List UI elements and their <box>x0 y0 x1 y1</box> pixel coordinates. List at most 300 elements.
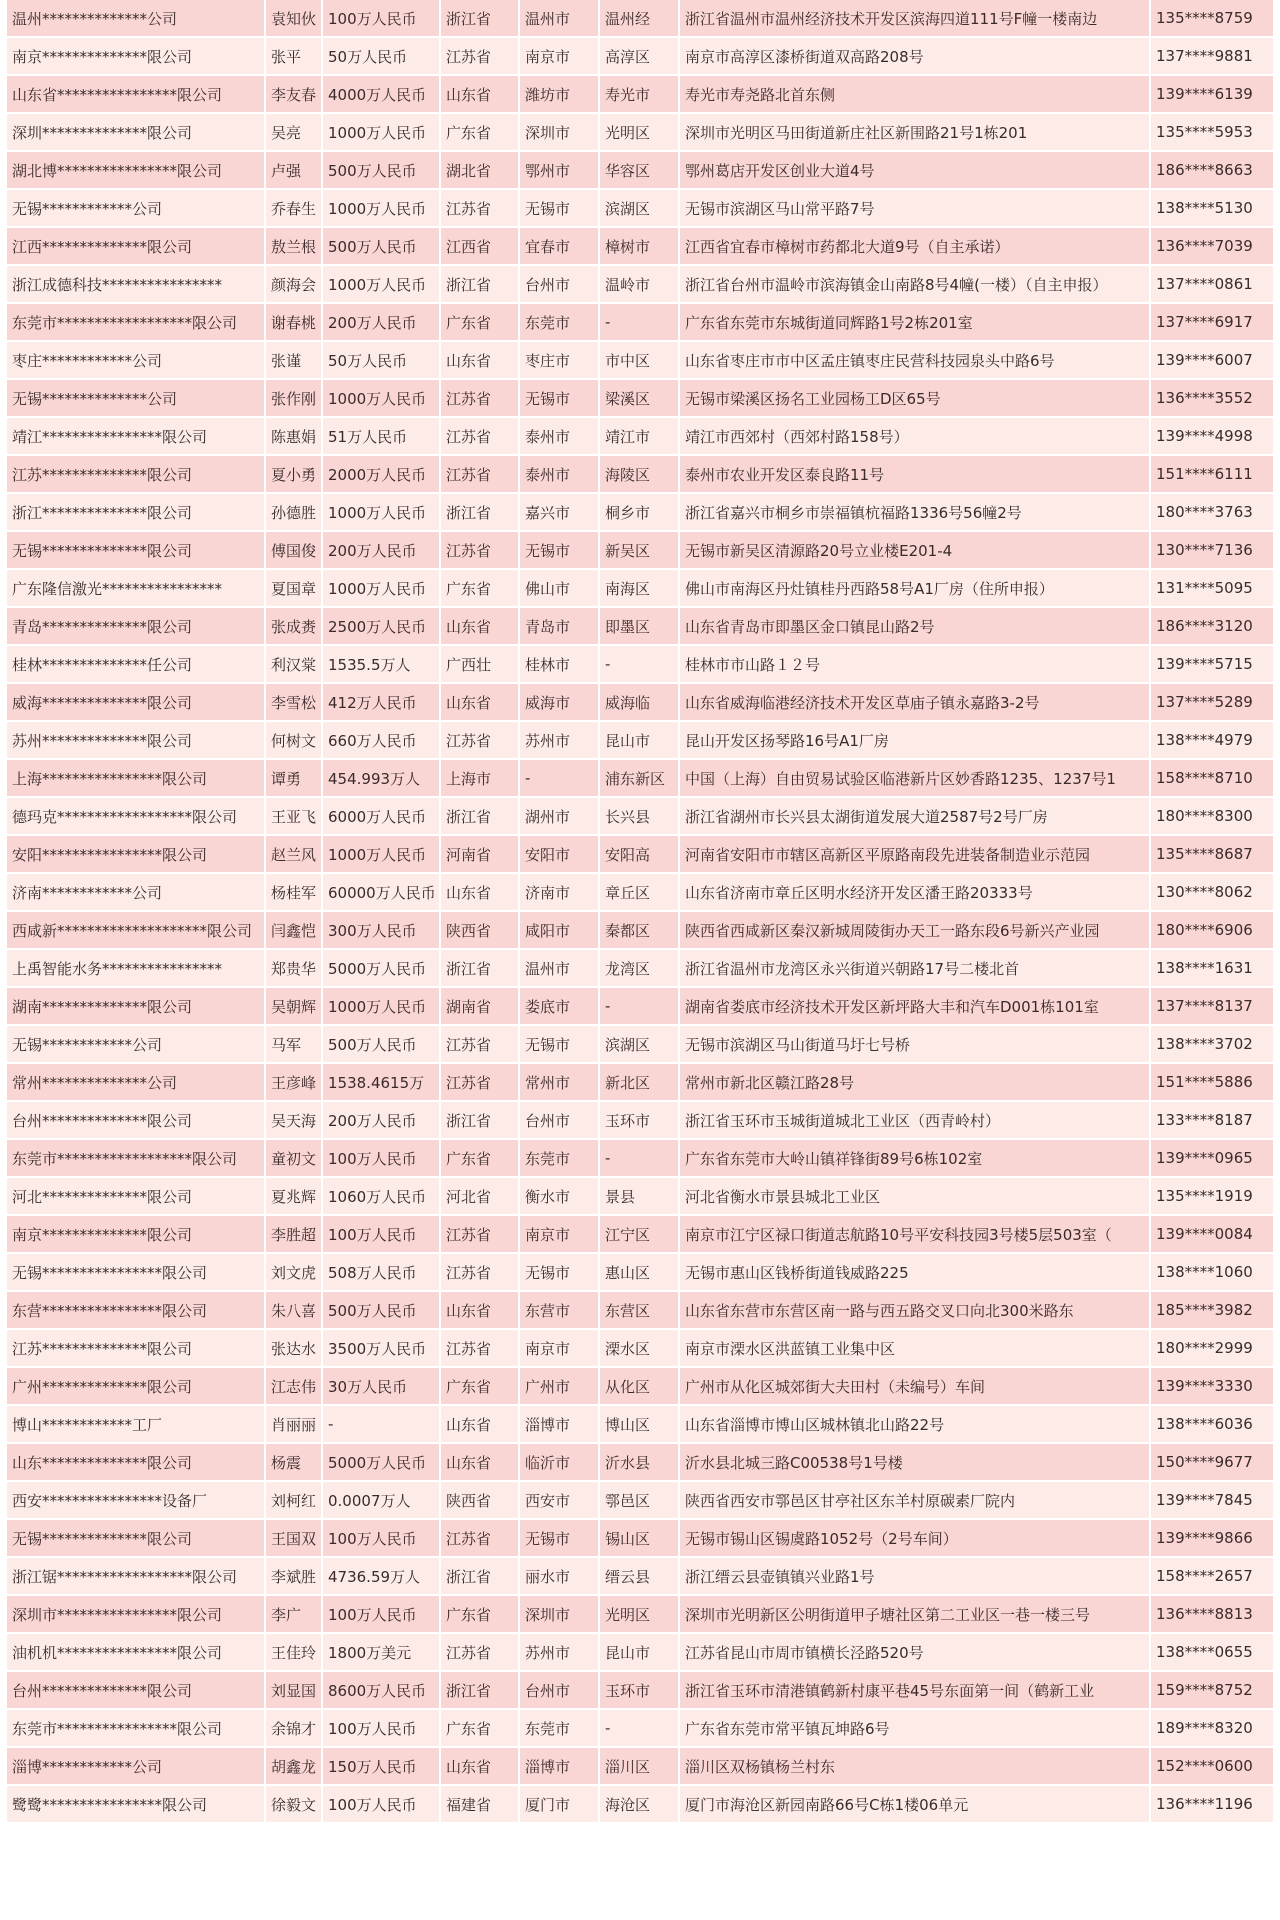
province-cell: 山东省 <box>441 1444 518 1482</box>
city-cell: 淄博市 <box>520 1748 598 1786</box>
phone-cell: 139****3330 <box>1151 1368 1273 1406</box>
address-cell: 浙江省台州市温岭市滨海镇金山南路8号4幢(一楼）（自主申报） <box>680 266 1149 304</box>
province-cell: 上海市 <box>441 760 518 798</box>
registered-capital-cell: 1000万人民币 <box>323 494 439 532</box>
company-name-cell: 江西**************限公司 <box>7 228 264 266</box>
contact-name-cell: 朱八喜 <box>266 1292 321 1330</box>
address-cell: 江西省宜春市樟树市药都北大道9号（自主承诺） <box>680 228 1149 266</box>
table-row <box>7 152 1273 190</box>
address-cell: 无锡市滨湖区马山街道马圩七号桥 <box>680 1026 1149 1064</box>
province-cell: 山东省 <box>441 76 518 114</box>
address-cell: 寿光市寿尧路北首东侧 <box>680 76 1149 114</box>
city-cell: 南京市 <box>520 1330 598 1368</box>
phone-cell: 137****0861 <box>1151 266 1273 304</box>
address-cell: 山东省淄博市博山区城林镇北山路22号 <box>680 1406 1149 1444</box>
contact-name-cell: 刘文虎 <box>266 1254 321 1292</box>
registered-capital-cell: 2000万人民币 <box>323 456 439 494</box>
phone-cell: 138****0655 <box>1151 1634 1273 1672</box>
contact-name-cell: 童初文 <box>266 1140 321 1178</box>
district-cell: 鄠邑区 <box>600 1482 678 1520</box>
registered-capital-cell: 1538.4615万 <box>323 1064 439 1102</box>
address-cell: 佛山市南海区丹灶镇桂丹西路58号A1厂房（住所申报） <box>680 570 1149 608</box>
company-name-cell: 西咸新********************限公司 <box>7 912 264 950</box>
company-name-cell: 上禹智能水务**************** <box>7 950 264 988</box>
table-row <box>7 1748 1273 1786</box>
district-cell: 滨湖区 <box>600 1026 678 1064</box>
registered-capital-cell: 1800万美元 <box>323 1634 439 1672</box>
contact-name-cell: 王亚飞 <box>266 798 321 836</box>
district-cell: 龙湾区 <box>600 950 678 988</box>
district-cell: 沂水县 <box>600 1444 678 1482</box>
city-cell: 潍坊市 <box>520 76 598 114</box>
address-cell: 淄川区双杨镇杨兰村东 <box>680 1748 1149 1786</box>
district-cell: 南海区 <box>600 570 678 608</box>
registered-capital-cell: 50万人民币 <box>323 342 439 380</box>
district-cell: 市中区 <box>600 342 678 380</box>
company-name-cell: 江苏**************限公司 <box>7 456 264 494</box>
address-cell: 厦门市海沧区新园南路66号C栋1楼06单元 <box>680 1786 1149 1824</box>
district-cell: 安阳高 <box>600 836 678 874</box>
district-cell: - <box>600 1710 678 1748</box>
city-cell: 厦门市 <box>520 1786 598 1824</box>
company-name-cell: 苏州**************限公司 <box>7 722 264 760</box>
province-cell: 广东省 <box>441 1596 518 1634</box>
registered-capital-cell: 1000万人民币 <box>323 380 439 418</box>
table-row <box>7 266 1273 304</box>
phone-cell: 138****5130 <box>1151 190 1273 228</box>
company-name-cell: 常州**************公司 <box>7 1064 264 1102</box>
registered-capital-cell: 508万人民币 <box>323 1254 439 1292</box>
registered-capital-cell: 2500万人民币 <box>323 608 439 646</box>
address-cell: 鄂州葛店开发区创业大道4号 <box>680 152 1149 190</box>
company-name-cell: 青岛**************限公司 <box>7 608 264 646</box>
registered-capital-cell: 1000万人民币 <box>323 570 439 608</box>
phone-cell: 138****6036 <box>1151 1406 1273 1444</box>
address-cell: 无锡市滨湖区马山常平路7号 <box>680 190 1149 228</box>
district-cell: 威海临 <box>600 684 678 722</box>
province-cell: 浙江省 <box>441 0 518 38</box>
company-name-cell: 桂林**************任公司 <box>7 646 264 684</box>
province-cell: 江苏省 <box>441 380 518 418</box>
province-cell: 江苏省 <box>441 1254 518 1292</box>
table-row <box>7 1368 1273 1406</box>
city-cell: 嘉兴市 <box>520 494 598 532</box>
table-row <box>7 380 1273 418</box>
province-cell: 江苏省 <box>441 1026 518 1064</box>
company-name-cell: 安阳****************限公司 <box>7 836 264 874</box>
registered-capital-cell: 50万人民币 <box>323 38 439 76</box>
city-cell: 安阳市 <box>520 836 598 874</box>
phone-cell: 158****2657 <box>1151 1558 1273 1596</box>
company-name-cell: 深圳市****************限公司 <box>7 1596 264 1634</box>
phone-cell: 138****1631 <box>1151 950 1273 988</box>
table-row <box>7 836 1273 874</box>
registered-capital-cell: 660万人民币 <box>323 722 439 760</box>
registered-capital-cell: 1000万人民币 <box>323 190 439 228</box>
company-name-cell: 湖南**************限公司 <box>7 988 264 1026</box>
province-cell: 河南省 <box>441 836 518 874</box>
city-cell: 娄底市 <box>520 988 598 1026</box>
phone-cell: 130****7136 <box>1151 532 1273 570</box>
province-cell: 陕西省 <box>441 1482 518 1520</box>
table-row <box>7 912 1273 950</box>
district-cell: 玉环市 <box>600 1102 678 1140</box>
table-row <box>7 722 1273 760</box>
province-cell: 江西省 <box>441 228 518 266</box>
registered-capital-cell: 412万人民币 <box>323 684 439 722</box>
district-cell: 惠山区 <box>600 1254 678 1292</box>
district-cell: 海沧区 <box>600 1786 678 1824</box>
phone-cell: 139****7845 <box>1151 1482 1273 1520</box>
company-name-cell: 无锡**************限公司 <box>7 1520 264 1558</box>
table-row <box>7 1672 1273 1710</box>
phone-cell: 159****8752 <box>1151 1672 1273 1710</box>
company-name-cell: 河北**************限公司 <box>7 1178 264 1216</box>
registered-capital-cell: 1000万人民币 <box>323 836 439 874</box>
registered-capital-cell: 1000万人民币 <box>323 266 439 304</box>
district-cell: 江宁区 <box>600 1216 678 1254</box>
table-row <box>7 1634 1273 1672</box>
district-cell: 樟树市 <box>600 228 678 266</box>
registered-capital-cell: 100万人民币 <box>323 0 439 38</box>
address-cell: 山东省东营市东营区南一路与西五路交叉口向北300米路东 <box>680 1292 1149 1330</box>
contact-name-cell: 吴天海 <box>266 1102 321 1140</box>
phone-cell: 139****0965 <box>1151 1140 1273 1178</box>
province-cell: 广东省 <box>441 1710 518 1748</box>
province-cell: 陕西省 <box>441 912 518 950</box>
table-row <box>7 1520 1273 1558</box>
city-cell: 咸阳市 <box>520 912 598 950</box>
contact-name-cell: 张平 <box>266 38 321 76</box>
district-cell: 高淳区 <box>600 38 678 76</box>
contact-name-cell: 张达水 <box>266 1330 321 1368</box>
contact-name-cell: 张作刚 <box>266 380 321 418</box>
district-cell: 梁溪区 <box>600 380 678 418</box>
company-name-cell: 靖江****************限公司 <box>7 418 264 456</box>
table-row <box>7 456 1273 494</box>
company-name-cell: 济南************公司 <box>7 874 264 912</box>
company-name-cell: 山东省****************限公司 <box>7 76 264 114</box>
city-cell: 枣庄市 <box>520 342 598 380</box>
contact-name-cell: 李斌胜 <box>266 1558 321 1596</box>
registered-capital-cell: 500万人民币 <box>323 1292 439 1330</box>
contact-name-cell: 郑贵华 <box>266 950 321 988</box>
city-cell: 东莞市 <box>520 1710 598 1748</box>
contact-name-cell: 王彦峰 <box>266 1064 321 1102</box>
district-cell: 淄川区 <box>600 1748 678 1786</box>
address-cell: 浙江省玉环市清港镇鹤新村康平巷45号东面第一间（鹤新工业 <box>680 1672 1149 1710</box>
contact-name-cell: 利汉棠 <box>266 646 321 684</box>
city-cell: 丽水市 <box>520 1558 598 1596</box>
address-cell: 南京市高淳区漆桥街道双高路208号 <box>680 38 1149 76</box>
registered-capital-cell: 100万人民币 <box>323 1786 439 1824</box>
city-cell: 宜春市 <box>520 228 598 266</box>
district-cell: 温岭市 <box>600 266 678 304</box>
address-cell: 无锡市新吴区清源路20号立业楼E201-4 <box>680 532 1149 570</box>
province-cell: 湖南省 <box>441 988 518 1026</box>
city-cell: 温州市 <box>520 950 598 988</box>
province-cell: 浙江省 <box>441 950 518 988</box>
city-cell: 桂林市 <box>520 646 598 684</box>
province-cell: 河北省 <box>441 1178 518 1216</box>
table-row <box>7 684 1273 722</box>
district-cell: 新北区 <box>600 1064 678 1102</box>
address-cell: 广东省东莞市大岭山镇祥锋街89号6栋102室 <box>680 1140 1149 1178</box>
company-name-cell: 博山************工厂 <box>7 1406 264 1444</box>
registered-capital-cell: 150万人民币 <box>323 1748 439 1786</box>
contact-name-cell: 张成赉 <box>266 608 321 646</box>
registered-capital-cell: 51万人民币 <box>323 418 439 456</box>
contact-name-cell: 杨桂军 <box>266 874 321 912</box>
contact-name-cell: 吴亮 <box>266 114 321 152</box>
contact-name-cell: 王佳玲 <box>266 1634 321 1672</box>
company-name-cell: 东莞市****************限公司 <box>7 1710 264 1748</box>
city-cell: 温州市 <box>520 0 598 38</box>
province-cell: 江苏省 <box>441 532 518 570</box>
registered-capital-cell: 300万人民币 <box>323 912 439 950</box>
phone-cell: 139****6007 <box>1151 342 1273 380</box>
phone-cell: 133****8187 <box>1151 1102 1273 1140</box>
district-cell: 章丘区 <box>600 874 678 912</box>
province-cell: 江苏省 <box>441 418 518 456</box>
table-row <box>7 418 1273 456</box>
table-row <box>7 1064 1273 1102</box>
phone-cell: 135****5953 <box>1151 114 1273 152</box>
city-cell: 鄂州市 <box>520 152 598 190</box>
city-cell: 常州市 <box>520 1064 598 1102</box>
company-name-cell: 台州**************限公司 <box>7 1102 264 1140</box>
phone-cell: 152****0600 <box>1151 1748 1273 1786</box>
company-name-cell: 淄博************公司 <box>7 1748 264 1786</box>
phone-cell: 180****8300 <box>1151 798 1273 836</box>
contact-name-cell: 张谨 <box>266 342 321 380</box>
province-cell: 浙江省 <box>441 494 518 532</box>
city-cell: 无锡市 <box>520 1254 598 1292</box>
phone-cell: 189****8320 <box>1151 1710 1273 1748</box>
table-row <box>7 1216 1273 1254</box>
phone-cell: 137****9881 <box>1151 38 1273 76</box>
registered-capital-cell: 5000万人民币 <box>323 950 439 988</box>
registered-capital-cell: 500万人民币 <box>323 1026 439 1064</box>
registered-capital-cell: 4000万人民币 <box>323 76 439 114</box>
phone-cell: 151****5886 <box>1151 1064 1273 1102</box>
district-cell: 光明区 <box>600 1596 678 1634</box>
province-cell: 山东省 <box>441 1406 518 1444</box>
company-name-cell: 无锡**************限公司 <box>7 532 264 570</box>
district-cell: 靖江市 <box>600 418 678 456</box>
registered-capital-cell: 5000万人民币 <box>323 1444 439 1482</box>
district-cell: 博山区 <box>600 1406 678 1444</box>
company-name-cell: 东莞市******************限公司 <box>7 304 264 342</box>
district-cell: - <box>600 1140 678 1178</box>
contact-name-cell: 吴朝辉 <box>266 988 321 1026</box>
contact-name-cell: 夏国章 <box>266 570 321 608</box>
address-cell: 沂水县北城三路C00538号1号楼 <box>680 1444 1149 1482</box>
city-cell: 南京市 <box>520 38 598 76</box>
table-row <box>7 1330 1273 1368</box>
phone-cell: 180****3763 <box>1151 494 1273 532</box>
phone-cell: 150****9677 <box>1151 1444 1273 1482</box>
phone-cell: 136****7039 <box>1151 228 1273 266</box>
city-cell: 威海市 <box>520 684 598 722</box>
district-cell: 温州经 <box>600 0 678 38</box>
city-cell: 南京市 <box>520 1216 598 1254</box>
registered-capital-cell: 6000万人民币 <box>323 798 439 836</box>
province-cell: 湖北省 <box>441 152 518 190</box>
district-cell: 桐乡市 <box>600 494 678 532</box>
company-name-cell: 无锡**************公司 <box>7 380 264 418</box>
company-table <box>5 0 1275 1824</box>
city-cell: 台州市 <box>520 1672 598 1710</box>
registered-capital-cell: 0.0007万人 <box>323 1482 439 1520</box>
table-row <box>7 570 1273 608</box>
address-cell: 无锡市梁溪区扬名工业园杨工D区65号 <box>680 380 1149 418</box>
province-cell: 山东省 <box>441 608 518 646</box>
contact-name-cell: 夏兆辉 <box>266 1178 321 1216</box>
contact-name-cell: 刘显国 <box>266 1672 321 1710</box>
address-cell: 广东省东莞市常平镇瓦坤路6号 <box>680 1710 1149 1748</box>
company-name-cell: 无锡************公司 <box>7 190 264 228</box>
phone-cell: 139****9866 <box>1151 1520 1273 1558</box>
table-row <box>7 1140 1273 1178</box>
table-row <box>7 114 1273 152</box>
company-name-cell: 广州**************限公司 <box>7 1368 264 1406</box>
city-cell: 西安市 <box>520 1482 598 1520</box>
table-row <box>7 342 1273 380</box>
city-cell: 泰州市 <box>520 418 598 456</box>
registered-capital-cell: 100万人民币 <box>323 1140 439 1178</box>
city-cell: 台州市 <box>520 266 598 304</box>
province-cell: 山东省 <box>441 342 518 380</box>
company-name-cell: 湖北博****************限公司 <box>7 152 264 190</box>
company-name-cell: 浙江锯******************限公司 <box>7 1558 264 1596</box>
province-cell: 浙江省 <box>441 266 518 304</box>
company-name-cell: 无锡****************限公司 <box>7 1254 264 1292</box>
table-row <box>7 1596 1273 1634</box>
city-cell: 佛山市 <box>520 570 598 608</box>
registered-capital-cell: 200万人民币 <box>323 532 439 570</box>
district-cell: 景县 <box>600 1178 678 1216</box>
table-row <box>7 874 1273 912</box>
province-cell: 广西壮 <box>441 646 518 684</box>
district-cell: 昆山市 <box>600 722 678 760</box>
address-cell: 浙江省玉环市玉城街道城北工业区（西青岭村） <box>680 1102 1149 1140</box>
table-row <box>7 532 1273 570</box>
table-row <box>7 1254 1273 1292</box>
province-cell: 江苏省 <box>441 38 518 76</box>
company-name-cell: 枣庄************公司 <box>7 342 264 380</box>
district-cell: 长兴县 <box>600 798 678 836</box>
address-cell: 广东省东莞市东城街道同辉路1号2栋201室 <box>680 304 1149 342</box>
province-cell: 江苏省 <box>441 1216 518 1254</box>
province-cell: 广东省 <box>441 304 518 342</box>
province-cell: 山东省 <box>441 1292 518 1330</box>
city-cell: 衡水市 <box>520 1178 598 1216</box>
phone-cell: 131****5095 <box>1151 570 1273 608</box>
district-cell: 从化区 <box>600 1368 678 1406</box>
address-cell: 山东省威海临港经济技术开发区草庙子镇永嘉路3-2号 <box>680 684 1149 722</box>
table-row <box>7 1482 1273 1520</box>
phone-cell: 186****8663 <box>1151 152 1273 190</box>
company-name-cell: 油机机****************限公司 <box>7 1634 264 1672</box>
phone-cell: 137****6917 <box>1151 304 1273 342</box>
city-cell: 泰州市 <box>520 456 598 494</box>
address-cell: 浙江省温州市龙湾区永兴街道兴朝路17号二楼北首 <box>680 950 1149 988</box>
table-row <box>7 1406 1273 1444</box>
city-cell: 苏州市 <box>520 1634 598 1672</box>
address-cell: 浙江省温州市温州经济技术开发区滨海四道111号F幢一楼南边 <box>680 0 1149 38</box>
address-cell: 常州市新北区赣江路28号 <box>680 1064 1149 1102</box>
district-cell: 浦东新区 <box>600 760 678 798</box>
province-cell: 福建省 <box>441 1786 518 1824</box>
table-row <box>7 1710 1273 1748</box>
contact-name-cell: 胡鑫龙 <box>266 1748 321 1786</box>
province-cell: 广东省 <box>441 1140 518 1178</box>
table-row <box>7 304 1273 342</box>
table-row <box>7 1444 1273 1482</box>
table-row <box>7 76 1273 114</box>
province-cell: 浙江省 <box>441 1558 518 1596</box>
registered-capital-cell: 1000万人民币 <box>323 114 439 152</box>
province-cell: 江苏省 <box>441 1064 518 1102</box>
contact-name-cell: 谢春桃 <box>266 304 321 342</box>
address-cell: 河北省衡水市景县城北工业区 <box>680 1178 1149 1216</box>
phone-cell: 130****8062 <box>1151 874 1273 912</box>
city-cell: 广州市 <box>520 1368 598 1406</box>
district-cell: 秦都区 <box>600 912 678 950</box>
contact-name-cell: 杨震 <box>266 1444 321 1482</box>
address-cell: 河南省安阳市市辖区高新区平原路南段先进装备制造业示范园 <box>680 836 1149 874</box>
contact-name-cell: 马军 <box>266 1026 321 1064</box>
contact-name-cell: 颜海会 <box>266 266 321 304</box>
contact-name-cell: 李雪松 <box>266 684 321 722</box>
address-cell: 江苏省昆山市周市镇横长泾路520号 <box>680 1634 1149 1672</box>
table-row <box>7 1292 1273 1330</box>
city-cell: 台州市 <box>520 1102 598 1140</box>
registered-capital-cell: 1535.5万人 <box>323 646 439 684</box>
table-row <box>7 228 1273 266</box>
contact-name-cell: 赵兰风 <box>266 836 321 874</box>
city-cell: 无锡市 <box>520 1520 598 1558</box>
address-cell: 深圳市光明新区公明街道甲子塘社区第二工业区一巷一楼三号 <box>680 1596 1149 1634</box>
contact-name-cell: 陈惠娟 <box>266 418 321 456</box>
district-cell: - <box>600 304 678 342</box>
company-name-cell: 威海**************限公司 <box>7 684 264 722</box>
province-cell: 广东省 <box>441 114 518 152</box>
table-row <box>7 494 1273 532</box>
company-name-cell: 广东隆信激光**************** <box>7 570 264 608</box>
province-cell: 江苏省 <box>441 722 518 760</box>
table-row <box>7 1026 1273 1064</box>
province-cell: 江苏省 <box>441 1520 518 1558</box>
company-name-cell: 温州**************公司 <box>7 0 264 38</box>
phone-cell: 139****5715 <box>1151 646 1273 684</box>
address-cell: 浙江省嘉兴市桐乡市崇福镇杭福路1336号56幢2号 <box>680 494 1149 532</box>
address-cell: 泰州市农业开发区泰良路11号 <box>680 456 1149 494</box>
registered-capital-cell: - <box>323 1406 439 1444</box>
company-name-cell: 台州**************限公司 <box>7 1672 264 1710</box>
district-cell: 玉环市 <box>600 1672 678 1710</box>
phone-cell: 136****8813 <box>1151 1596 1273 1634</box>
phone-cell: 135****1919 <box>1151 1178 1273 1216</box>
province-cell: 浙江省 <box>441 798 518 836</box>
phone-cell: 138****4979 <box>1151 722 1273 760</box>
registered-capital-cell: 100万人民币 <box>323 1216 439 1254</box>
phone-cell: 137****8137 <box>1151 988 1273 1026</box>
province-cell: 浙江省 <box>441 1102 518 1140</box>
company-name-cell: 东莞市******************限公司 <box>7 1140 264 1178</box>
registered-capital-cell: 500万人民币 <box>323 152 439 190</box>
